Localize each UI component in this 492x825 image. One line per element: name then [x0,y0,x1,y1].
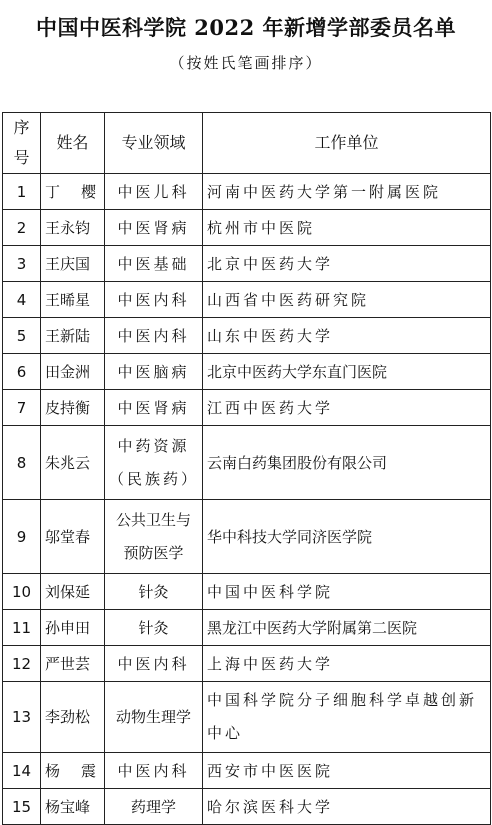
table-row [3,789,491,825]
cell-unit: 江西中医药大学 [203,390,491,426]
table-header-row [3,113,491,174]
cell-number: 10 [3,574,41,610]
cell-number: 4 [3,282,41,318]
cell-name: 刘保延 [41,574,105,610]
cell-unit: 华中科技大学同济医学院 [203,500,491,574]
cell-name: 杨 震 [41,753,105,789]
cell-unit: 山西省中医药研究院 [203,282,491,318]
cell-name: 朱兆云 [41,426,105,500]
cell-unit: 中国中医科学院 [203,574,491,610]
cell-number: 5 [3,318,41,354]
cell-number: 8 [3,426,41,500]
cell-field: 中医儿科 [105,174,203,210]
cell-field: 中医肾病 [105,210,203,246]
cell-field: 中医脑病 [105,354,203,390]
table-row [3,174,491,210]
cell-number: 9 [3,500,41,574]
cell-number: 14 [3,753,41,789]
cell-unit: 北京中医药大学东直门医院 [203,354,491,390]
cell-unit: 上海中医药大学 [203,646,491,682]
cell-name: 孙申田 [41,610,105,646]
cell-name: 邬堂春 [41,500,105,574]
table-row [3,646,491,682]
header-number: 序号 [3,113,41,174]
cell-name: 王新陆 [41,318,105,354]
table-row [3,682,491,753]
header-unit: 工作单位 [203,113,491,174]
cell-field: 中医基础 [105,246,203,282]
cell-number: 7 [3,390,41,426]
cell-field: 中药资源（民族药） [105,426,203,500]
cell-number: 12 [3,646,41,682]
cell-unit: 哈尔滨医科大学 [203,789,491,825]
table-row [3,246,491,282]
cell-name: 严世芸 [41,646,105,682]
cell-field: 动物生理学 [105,682,203,753]
table-row [3,753,491,789]
cell-unit: 北京中医药大学 [203,246,491,282]
document-title: 中国中医科学院 2022 年新增学部委员名单 [35,15,457,40]
table-row [3,282,491,318]
member-table [2,112,491,825]
table-row [3,210,491,246]
cell-unit: 黑龙江中医药大学附属第二医院 [203,610,491,646]
cell-number: 13 [3,682,41,753]
cell-unit: 河南中医药大学第一附属医院 [203,174,491,210]
cell-unit: 云南白药集团股份有限公司 [203,426,491,500]
cell-unit: 西安市中医医院 [203,753,491,789]
cell-unit: 杭州市中医院 [203,210,491,246]
cell-field: 针灸 [105,574,203,610]
cell-number: 3 [3,246,41,282]
cell-name: 丁 樱 [41,174,105,210]
table-row [3,574,491,610]
table-row [3,318,491,354]
cell-name: 王庆国 [41,246,105,282]
cell-number: 2 [3,210,41,246]
cell-name: 杨宝峰 [41,789,105,825]
cell-number: 1 [3,174,41,210]
cell-number: 6 [3,354,41,390]
table-row [3,426,491,500]
table-row [3,610,491,646]
cell-field: 针灸 [105,610,203,646]
cell-field: 中医肾病 [105,390,203,426]
cell-field: 中医内科 [105,753,203,789]
header-name: 姓名 [41,113,105,174]
document-subtitle: （按姓氏笔画排序） [169,54,323,72]
cell-unit: 中国科学院分子细胞科学卓越创新中心 [203,682,491,753]
cell-field: 中医内科 [105,646,203,682]
cell-number: 11 [3,610,41,646]
cell-field: 中医内科 [105,282,203,318]
cell-field: 公共卫生与预防医学 [105,500,203,574]
table-row [3,500,491,574]
cell-field: 药理学 [105,789,203,825]
cell-name: 王永钧 [41,210,105,246]
cell-name: 王晞星 [41,282,105,318]
table-row [3,390,491,426]
cell-name: 皮持衡 [41,390,105,426]
cell-number: 15 [3,789,41,825]
table-row [3,354,491,390]
cell-name: 田金洲 [41,354,105,390]
cell-field: 中医内科 [105,318,203,354]
cell-unit: 山东中医药大学 [203,318,491,354]
header-field: 专业领域 [105,113,203,174]
cell-name: 李劲松 [41,682,105,753]
